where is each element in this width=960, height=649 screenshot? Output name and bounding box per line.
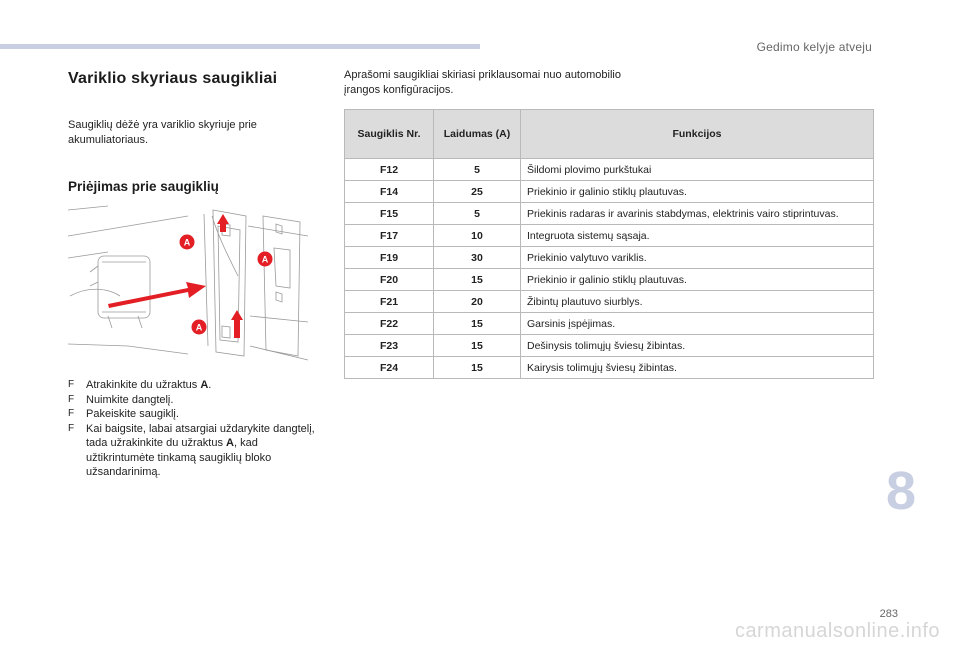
- chapter-number: 8: [886, 461, 917, 521]
- fuse-box-illustration: [68, 196, 320, 361]
- list-item: F Pakeiskite saugiklį.: [68, 408, 179, 420]
- lock-label-a-3: A: [195, 322, 203, 333]
- table-row: F15 5 Priekinis radaras ir avarinis stabdymas, elektrinis vairo stiprintuvas.: [345, 203, 874, 225]
- table-header-row: [345, 110, 874, 159]
- column-header-functions: Funkcijos: [521, 110, 874, 159]
- column-header-amperage: Laidumas (A): [434, 110, 521, 159]
- list-item: F Atrakinkite du užraktus A.: [68, 379, 212, 391]
- lock-label-a-2: A: [261, 254, 269, 265]
- section-header: Gedimo kelyje atveju: [756, 40, 872, 54]
- table-row: F14 25 Priekinio ir galinio stiklų plautuvas.: [345, 181, 874, 203]
- table-row: F22 15 Garsinis įspėjimas.: [345, 313, 874, 335]
- table-row: F17 10 Integruota sistemų sąsaja.: [345, 225, 874, 247]
- list-item: F Kai baigsite, labai atsargiai uždarykite dangtelį, tada užrakinkite du užraktus A, kad užtikrintumėte tinkamą saugiklių bloko užsandarinimą.: [68, 422, 315, 478]
- table-row: F19 30 Priekinio valytuvo variklis.: [345, 247, 874, 269]
- bullet-icon: F: [68, 408, 75, 419]
- watermark: carmanualsonline.info: [734, 620, 940, 642]
- access-steps-list: [68, 378, 328, 480]
- bullet-icon: F: [68, 422, 75, 434]
- table-row: F24 15 Kairysis tolimųjų šviesų žibintas.: [345, 357, 874, 379]
- column-header-fuse: Saugiklis Nr.: [345, 110, 434, 159]
- intro-paragraph: Saugiklių dėžė yra variklio skyriuje prie akumuliatoriaus.: [68, 119, 257, 146]
- table-row: F23 15 Dešinysis tolimųjų šviesų žibintas.: [345, 335, 874, 357]
- table-row: F20 15 Priekinio ir galinio stiklų plautuvas.: [345, 269, 874, 291]
- table-intro-paragraph: Aprašomi saugikliai skiriasi priklausomai nuo automobilio įrangos konfigūracijos.: [344, 69, 621, 96]
- header-accent-bar: [0, 44, 480, 49]
- fuse-table: [344, 109, 874, 379]
- bullet-icon: F: [68, 379, 75, 390]
- lock-label-a-1: A: [183, 237, 191, 248]
- bullet-icon: F: [68, 393, 75, 405]
- table-row: F12 5 Šildomi plovimo purkštukai: [345, 159, 874, 181]
- list-item: F Nuimkite dangtelį.: [68, 393, 174, 406]
- page-number: 283: [879, 608, 898, 620]
- table-row: F21 20 Žibintų plautuvo siurblys.: [345, 291, 874, 313]
- access-subtitle: Priėjimas prie saugiklių: [68, 179, 219, 194]
- page-title: Variklio skyriaus saugikliai: [68, 70, 278, 87]
